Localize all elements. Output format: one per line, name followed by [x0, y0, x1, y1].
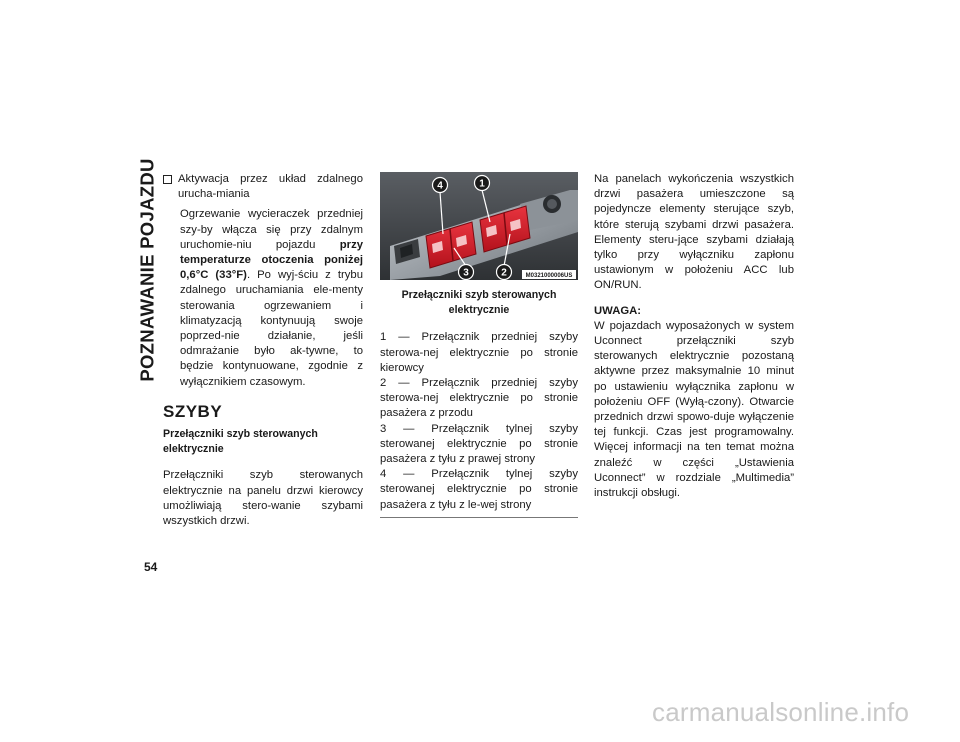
page-number: 54	[144, 560, 158, 574]
site-watermark: carmanualsonline.info	[652, 697, 910, 727]
passenger-controls-paragraph: Na panelach wykończenia wszystkich drzwi pasażera umieszczone są pojedyncze elementy sterujące szyb, które sterują szybami drzwi pasażera. Elementy steru-jące szybami działają tylko przy wyłączniku zapłonu ustawionym w położeniu ACC lub ON/RUN.	[594, 173, 794, 292]
section-title: SZYBY	[163, 401, 223, 421]
callout-1	[475, 176, 490, 191]
callout-4	[433, 178, 448, 193]
callout-2	[497, 265, 512, 280]
column-left	[163, 172, 363, 529]
figure-code: M0321000006US	[525, 273, 573, 279]
legend-divider	[380, 517, 578, 518]
legend-item: 2 — Przełącznik przedniej szyby sterowa-nej elektrycznie po stronie pasażera z przodu	[380, 377, 578, 420]
body-paragraph: Przełączniki szyb sterowanych elektrycznie na panelu drzwi kierowcy umożliwiają stero-wanie szybami wszystkich drzwi.	[163, 469, 363, 528]
column-right	[594, 172, 794, 501]
legend-item: 4 — Przełącznik tylnej szyby sterowanej elektrycznie po stronie pasażera z tyłu z le-wej strony	[380, 468, 578, 511]
legend-item: 3 — Przełącznik tylnej szyby sterowanej elektrycznie po stronie pasażera z tyłu z prawej strony	[380, 422, 578, 466]
svg-text:1: 1	[479, 178, 485, 190]
note-body: W pojazdach wyposażonych w system Uconnect przełączniki szyb sterowanych elektrycznie pozostaną aktywne przez maksymalnie 10 minut po ustawieniu wyłącznika zapłonu w położeniu OFF (Wyłą-czony). Otwarcie przednich drzwi spowo-duje wyłączenie tej funkcji. Czas jest programowalny. Więcej informacji na ten temat można znaleźć w części „Ustawienia Uconnect” w rozdziale „Multimedia” instrukcji obsługi.	[594, 319, 794, 500]
paragraph-bold: przy temperaturze otoczenia poniżej 0,6°C (33°F)	[180, 238, 363, 282]
section-side-tab	[137, 158, 158, 382]
callout-3	[459, 265, 474, 280]
bullet-text: Aktywacja przez układ zdalnego urucha-miania	[178, 173, 363, 201]
svg-text:4: 4	[437, 180, 443, 192]
checkbox-bullet-icon	[163, 175, 172, 184]
svg-text:2: 2	[501, 267, 507, 279]
heated-wiper-paragraph	[180, 207, 363, 389]
column-middle	[380, 172, 578, 523]
window-switch-figure	[380, 172, 578, 280]
subsection-title: Przełączniki szyb sterowanych elektrycznie	[163, 428, 318, 456]
side-tab-label: POZNAWANIE POJAZDU	[137, 158, 158, 382]
mirror-knob-center-icon	[547, 199, 557, 209]
figure-legend	[380, 330, 578, 512]
legend-item: 1 — Przełącznik przedniej szyby sterowa-nej elektrycznie po stronie kierowcy	[380, 331, 578, 374]
note-title: UWAGA:	[594, 304, 642, 317]
figure-caption: Przełączniki szyb sterowanych elektrycznie	[401, 289, 557, 317]
svg-text:3: 3	[463, 267, 469, 279]
bullet-item	[163, 172, 363, 202]
paragraph-lead: Ogrzewanie wycieraczek przedniej szy-by włącza się przy zdalnym uruchomie-niu pojazdu	[180, 208, 363, 251]
paragraph-tail: . Po wyj-ściu z trybu zdalnego uruchamiania ele-menty sterowania ogrzewaniem i klimatyzacją kontynuują swoje poprzed-nie działanie, jeśli odmrażanie było ak-tywne, to będzie kontynuowane, zgodnie z wyłącznikiem czasowym.	[180, 269, 363, 388]
